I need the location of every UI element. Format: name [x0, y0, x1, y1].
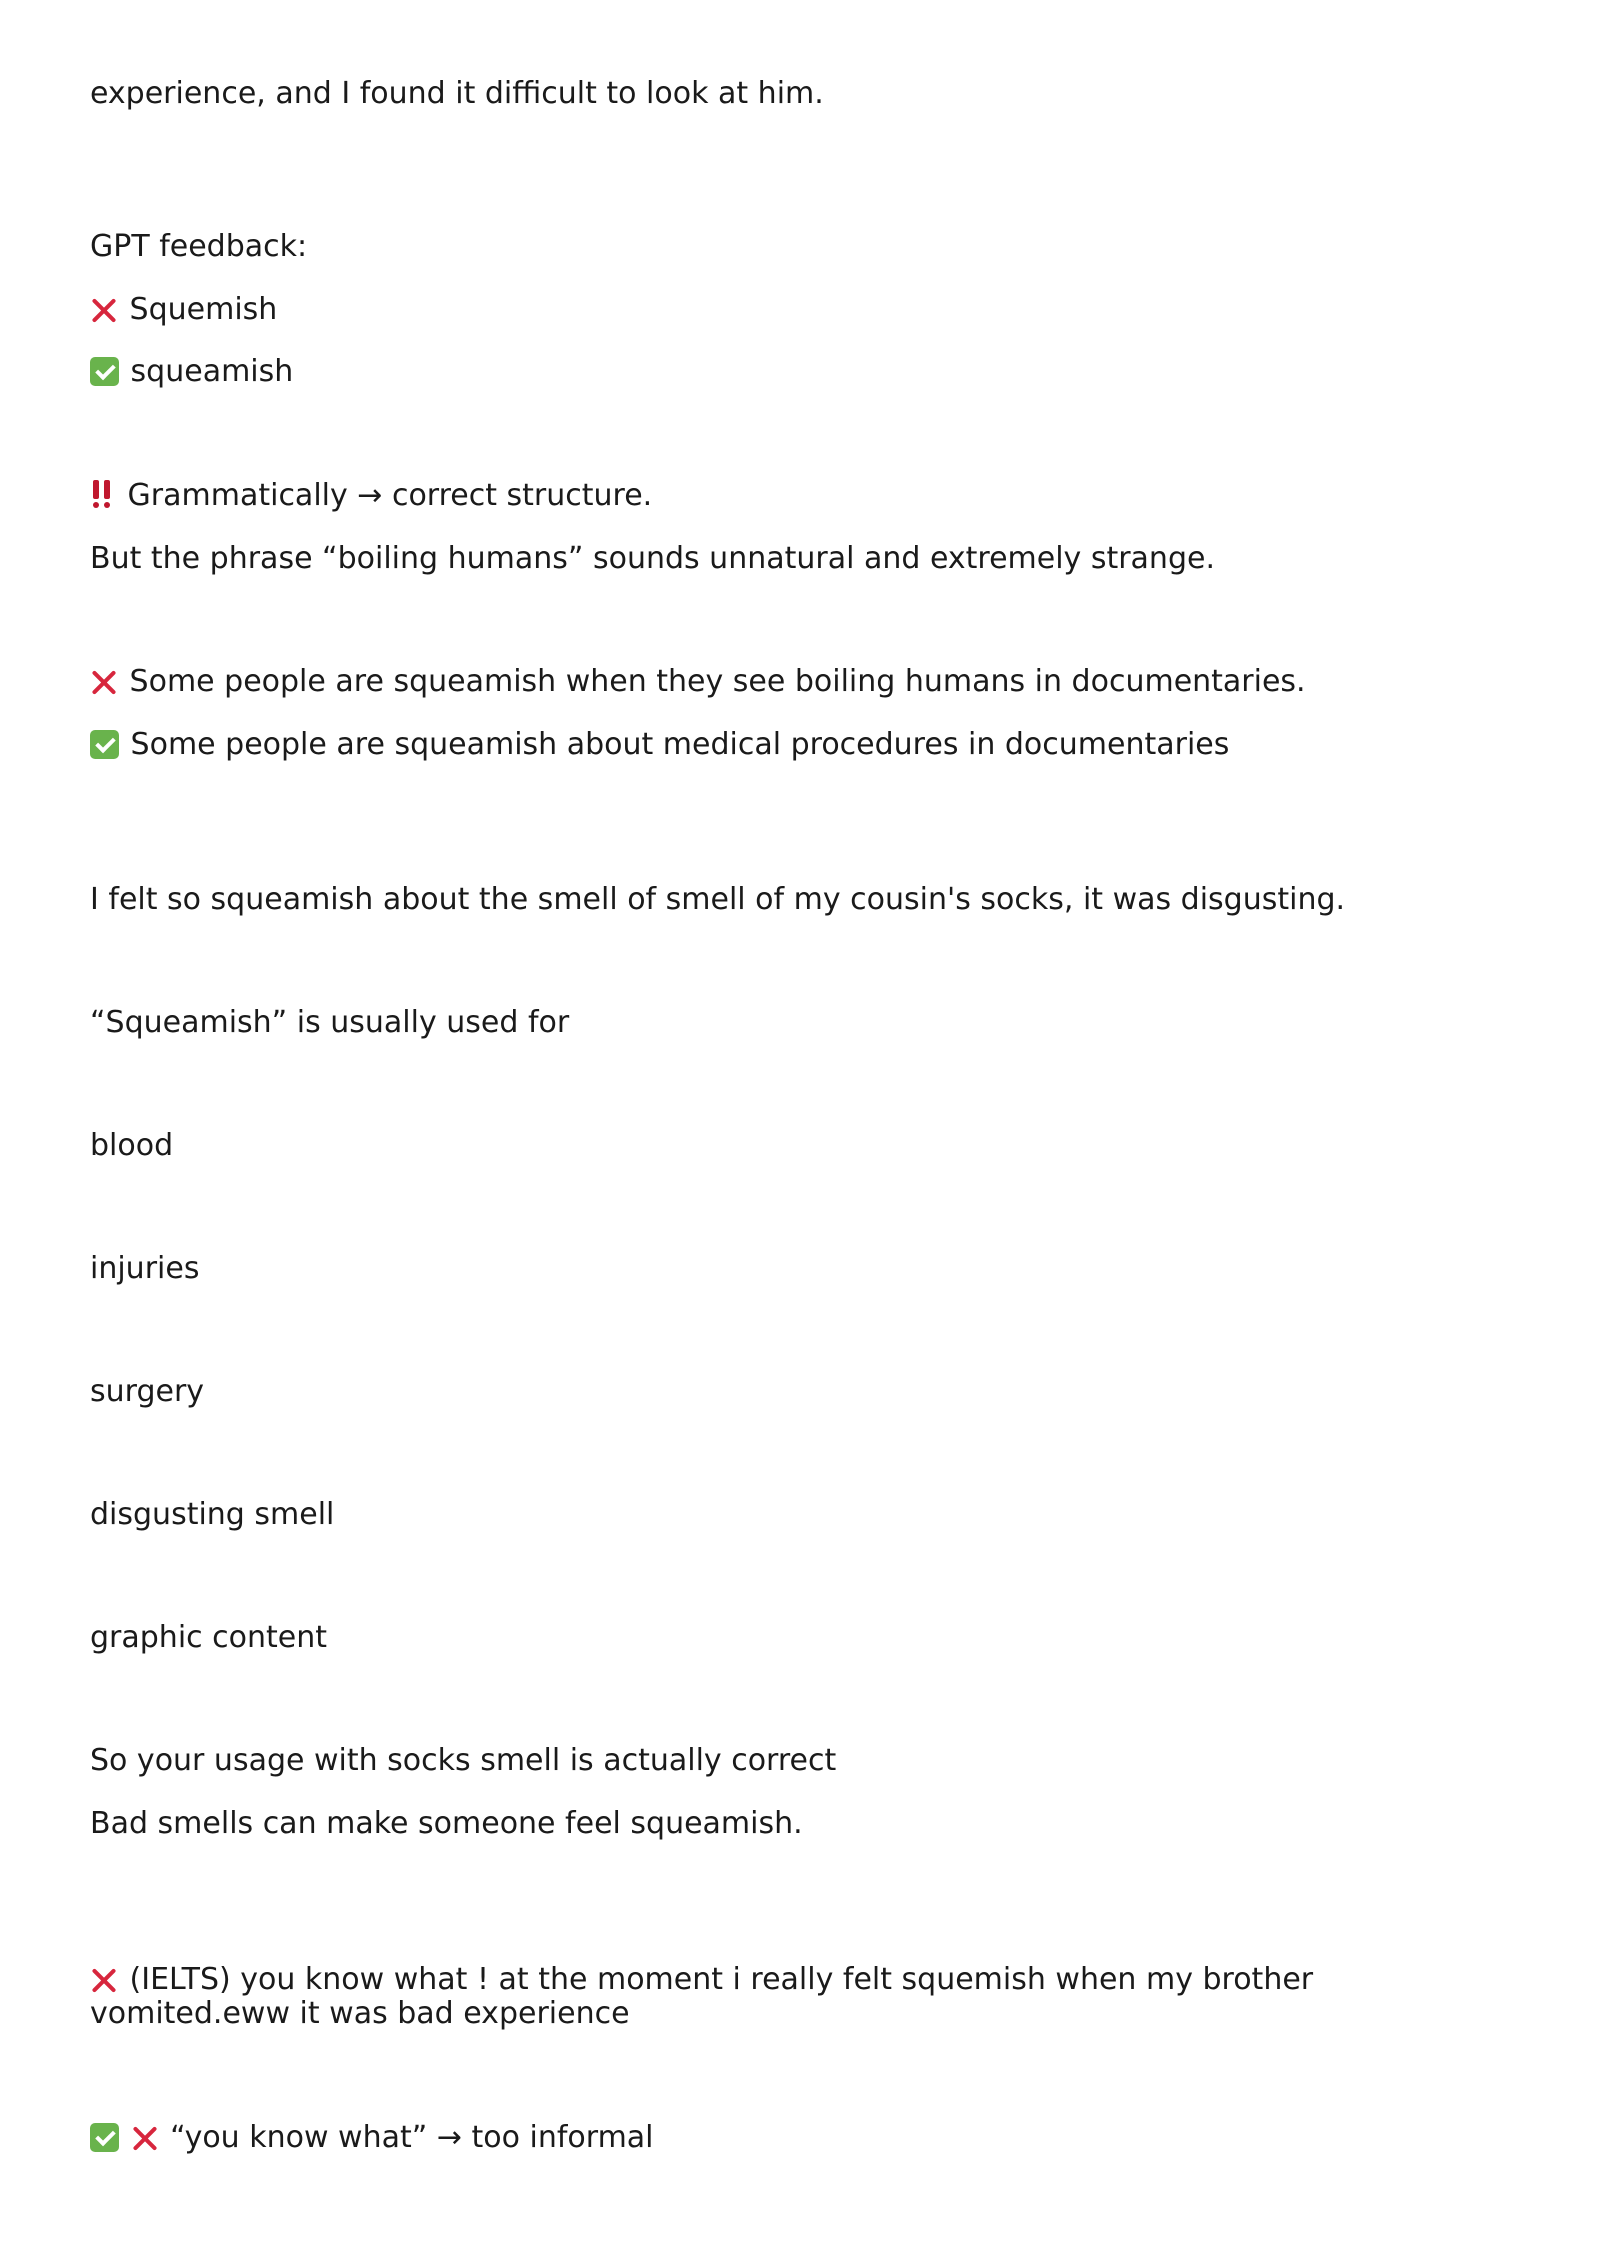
text-line [90, 541, 1510, 577]
line-text: “Squeamish” is usually used for [90, 1005, 570, 1040]
cross-mark-icon [90, 296, 118, 324]
text-line [90, 478, 1510, 514]
text-line [90, 727, 1510, 763]
line-text: I felt so squeamish about the smell of smell of my cousin's socks, it was disgusting. [90, 882, 1346, 917]
line-text: graphic content [90, 1620, 328, 1655]
text-line [90, 1251, 1510, 1287]
check-mark-icon [90, 730, 119, 759]
text-line [90, 2120, 1510, 2156]
text-line [90, 1806, 1510, 1842]
line-text: surgery [90, 1374, 205, 1409]
text-line [90, 1743, 1510, 1779]
double-exclamation-icon [90, 479, 116, 509]
text-line [90, 1497, 1510, 1533]
text-line [90, 229, 1510, 265]
line-text: squeamish [130, 354, 294, 389]
line-text: experience, and I found it difficult to look at him. [90, 76, 824, 111]
line-text: disgusting smell [90, 1497, 335, 1532]
line-text: “you know what” → too informal [170, 2120, 654, 2155]
check-mark-icon [90, 2123, 119, 2152]
text-line [90, 664, 1510, 700]
line-text: So your usage with socks smell is actually correct [90, 1743, 837, 1778]
line-text: (IELTS) you know what ! at the moment i really felt squemish when my brother vomited.eww it was bad experience [90, 1962, 1314, 2031]
line-text: But the phrase “boiling humans” sounds unnatural and extremely strange. [90, 541, 1215, 576]
check-mark-icon [90, 357, 119, 386]
text-line [90, 1620, 1510, 1656]
text-line [90, 1005, 1510, 1041]
text-line [90, 1374, 1510, 1410]
text-line [90, 76, 1510, 112]
text-line [90, 354, 1510, 390]
line-text: Some people are squeamish when they see boiling humans in documentaries. [129, 664, 1306, 699]
line-text: injuries [90, 1251, 200, 1286]
line-text: Some people are squeamish about medical procedures in documentaries [130, 727, 1230, 762]
cross-mark-icon [90, 668, 118, 696]
text-line [90, 882, 1510, 918]
line-text: Squemish [129, 292, 278, 327]
cross-mark-icon [90, 1966, 118, 1994]
line-text: GPT feedback: [90, 229, 308, 264]
cross-mark-icon [131, 2124, 159, 2152]
text-line [90, 292, 1510, 328]
line-text: blood [90, 1128, 174, 1163]
text-line [90, 1128, 1510, 1164]
line-text: Grammatically → correct structure. [127, 478, 653, 513]
text-line [90, 1963, 1510, 2031]
line-text: Bad smells can make someone feel squeamish. [90, 1806, 803, 1841]
